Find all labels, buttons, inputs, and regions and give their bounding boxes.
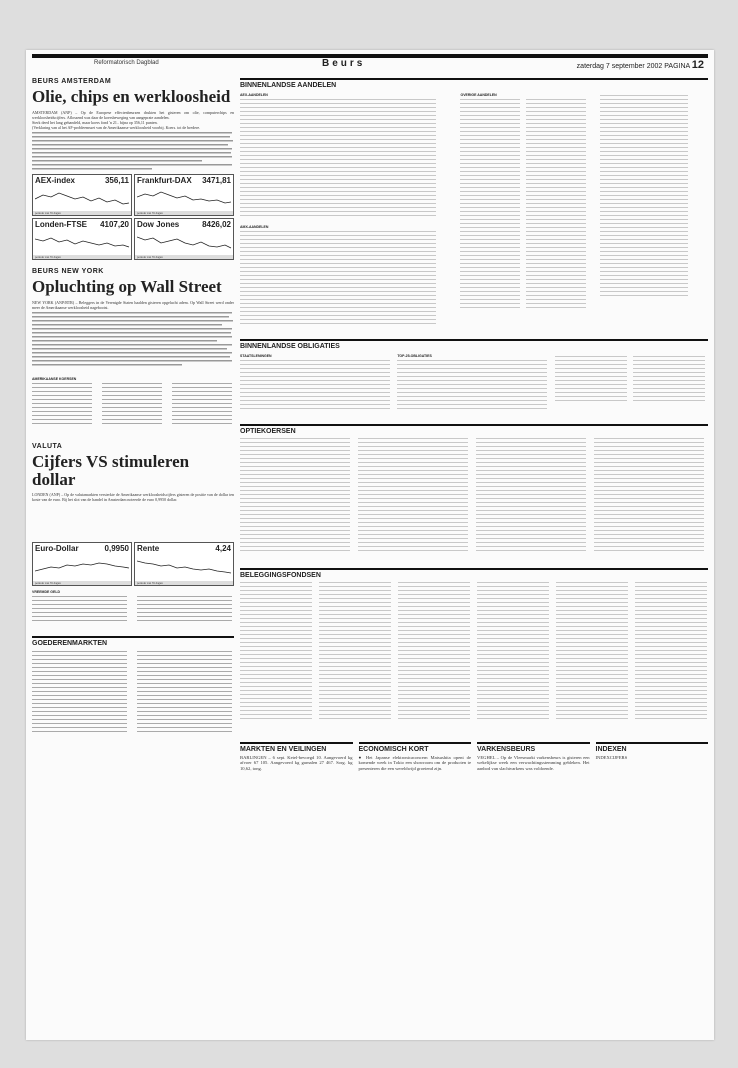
obligaties-title: BINNENLANDSE OBLIGATIES xyxy=(240,339,708,350)
a3-kicker: VALUTA xyxy=(32,442,63,450)
graph-rente xyxy=(134,542,234,586)
a2-kicker: BEURS NEW YORK xyxy=(32,267,104,275)
graph-eurodollar xyxy=(32,542,132,586)
graph-dow-foot: periode van 35 dagen xyxy=(135,255,233,259)
graph-dow-title: Dow Jones xyxy=(137,219,180,229)
a1-text-lines xyxy=(32,130,234,170)
box-indexen xyxy=(596,742,709,771)
amerikaanse-koersen xyxy=(32,377,234,435)
a2-headline: Opluchting op Wall Street xyxy=(32,276,222,296)
graph-rente-line xyxy=(137,555,233,579)
a2-text-lines xyxy=(32,310,234,368)
publication-name: Reformatorisch Dagblad xyxy=(94,60,159,66)
amx-subtitle: AMX-AANDELEN xyxy=(240,225,269,229)
overige-subtitle: OVERIGE AANDELEN xyxy=(460,93,497,97)
amerikaanse-table xyxy=(32,382,234,430)
a1-headline: Olie, chips en werkloosheid xyxy=(32,87,231,106)
box-markten xyxy=(240,742,353,771)
a3 xyxy=(32,443,234,503)
graph-aex-value: 356,11 xyxy=(104,175,129,185)
left-column xyxy=(32,78,234,744)
graph-eurodollar-foot: periode van 35 dagen xyxy=(33,581,131,585)
graph-dax xyxy=(134,174,234,216)
aex-amx-column xyxy=(240,91,456,333)
a3-lead: LONDEN (ANP) – Op de valutamarkten versterkte de Amerikaanse werkloosheidscijfers gisteren de positie van de dollar ten koste van de euro. Bij het slot van de handel in Amsterdam noteerde de euro 0,9950 dollar. xyxy=(32,492,234,503)
graph-ftse-foot: periode van 35 dagen xyxy=(33,255,131,259)
binnenland-title: BINNENLANDSE AANDELEN xyxy=(240,78,708,89)
graph-eurodollar-title: Euro-Dollar xyxy=(35,544,79,554)
box-indexen-title: INDEXEN xyxy=(596,742,709,753)
a1-lead: AMSTERDAM (ANP) – Op de Europese effectenbeurzen drukten het gisteren om olie, computerchips en werkloosheidscijfers. Aflossend was daar de koersbeweging van aangeprate aandelen. xyxy=(32,109,234,120)
graph-dax-value: 3471,81 xyxy=(202,175,231,185)
goederen-title: GOEDERENMARKTEN xyxy=(32,636,234,647)
far-right-table xyxy=(600,91,690,321)
goederen-table xyxy=(32,649,234,739)
aex-table xyxy=(240,98,436,218)
graph-dow-value: 8426,02 xyxy=(202,219,231,229)
graph-rente-value: 4,24 xyxy=(215,544,231,554)
box-varkensbeurs xyxy=(477,742,590,771)
graph-rente-foot: periode van 35 dagen xyxy=(135,581,233,585)
box-varkensbeurs-text: VEGHEL – Op de Vleesmarkt varkensbeurs is gisteren een wekelijkse week een verwachtingsstemming gebleken. Het aanbod van slachtvarkens was voldoende. xyxy=(477,755,590,771)
a3-headline: Cijfers VS stimuleren dollar xyxy=(32,451,190,489)
optie-title: OPTIEKOERSEN xyxy=(240,424,708,435)
a2 xyxy=(32,268,234,373)
box-markten-text: BARLINGEN – 6 sept. Ketel-bevoegd 10. Aangevoerd kg afvoer 67 105. Aangevoerd kg garnalen 27 467. Sorg. kg 10,62, tong. xyxy=(240,755,353,771)
graph-eurodollar-value: 0,9950 xyxy=(104,544,129,554)
staats-column xyxy=(240,352,393,418)
a1-kicker: BEURS AMSTERDAM xyxy=(32,78,112,85)
a1-body-filler xyxy=(32,130,234,170)
graph-aex-title: AEX-index xyxy=(35,175,76,185)
page-date xyxy=(577,59,704,71)
vreemd-table xyxy=(32,595,234,625)
graph-dax-title: Frankfurt-DAX xyxy=(137,175,192,185)
beleggingsfondsen-table xyxy=(240,581,708,731)
box-economisch-title: ECONOMISCH KORT xyxy=(359,742,472,753)
graph-dax-line xyxy=(137,187,233,209)
overige-table xyxy=(460,98,590,328)
section-name: Beurs xyxy=(322,58,366,69)
obligaties-tables xyxy=(240,352,708,418)
a1-body2: Sterk deed het lang gehandeld, maar koers fond 'n 21.. bijna op 356,11 punten. xyxy=(32,119,158,125)
box-markten-title: MARKTEN EN VEILINGEN xyxy=(240,742,353,753)
overige-column xyxy=(460,91,595,333)
aex-subtitle: AEX-AANDELEN xyxy=(240,93,268,97)
date-text: zaterdag 7 september 2002 xyxy=(576,63,663,70)
graph-dax-foot: periode van 35 dagen xyxy=(135,211,233,215)
graph-aex-line xyxy=(35,187,131,209)
binnenland-tables xyxy=(240,91,708,333)
currency-graphs xyxy=(32,542,234,586)
beleggingsfondsen-title: BELEGGINGSFONDSEN xyxy=(240,568,708,579)
staats-table xyxy=(240,359,390,413)
top25-table xyxy=(397,359,547,413)
graph-ftse-line xyxy=(35,231,131,253)
vreemd-title: VREEMDE GELD xyxy=(32,590,61,595)
graph-ftse-title: Londen-FTSE xyxy=(35,219,87,229)
graph-aex xyxy=(32,174,132,216)
obligaties-side-table xyxy=(555,352,705,412)
graph-ftse xyxy=(32,218,132,260)
bottom-boxes xyxy=(240,742,708,771)
page-label: PAGINA xyxy=(664,63,690,70)
page-header xyxy=(32,54,708,72)
graph-dow-line xyxy=(137,231,233,253)
a1-body3: (Verklaring van al het AF-probleemsset van de Amerikaanse werkloosheid voorbij. Koers. tot de bredere. xyxy=(32,124,201,130)
graph-aex-foot: periode van 35 dagen xyxy=(33,211,131,215)
box-economisch-text: ● Het Japanse elektronicaconcern Matsushita opent de komende week in Tokio een showroom om de producten te presenteren die een wereldwijd groeiend zijn. xyxy=(358,755,471,771)
graph-eurodollar-line xyxy=(35,555,131,579)
graph-rente-title: Rente xyxy=(137,544,160,554)
amx-table xyxy=(240,230,436,326)
index-graphs xyxy=(32,174,234,260)
goederenmarkten xyxy=(32,636,234,744)
amerikaanse-title: AMERIKAANSE KOERSEN xyxy=(32,376,77,381)
right-column xyxy=(240,78,708,771)
box-varkensbeurs-title: VARKENSBEURS xyxy=(477,742,590,753)
top25-subtitle: TOP-25-OBLIGATIES xyxy=(397,354,432,358)
box-indexen-text: INDEXCIJFERS xyxy=(595,755,628,760)
optie-table xyxy=(240,437,708,557)
far-right-column xyxy=(600,91,708,333)
graph-ftse-value: 4107,20 xyxy=(100,219,129,229)
top25-column xyxy=(397,352,550,418)
obligaties-side xyxy=(555,352,708,418)
page-number: 12 xyxy=(691,59,704,71)
staats-subtitle: STAATSLENINGEN xyxy=(240,354,272,358)
box-economisch xyxy=(359,742,472,771)
a2-lead: NEW YORK (ANP/RTR) – Beleggers in de Verenigde Staten haalden gisteren opgelucht adem. Op Wall Street werd onder meer de Amerikaanse werkloosheid nagebootst. xyxy=(32,299,234,310)
vreemd-geld xyxy=(32,590,234,630)
newspaper-page xyxy=(26,50,714,1040)
graph-dow xyxy=(134,218,234,260)
